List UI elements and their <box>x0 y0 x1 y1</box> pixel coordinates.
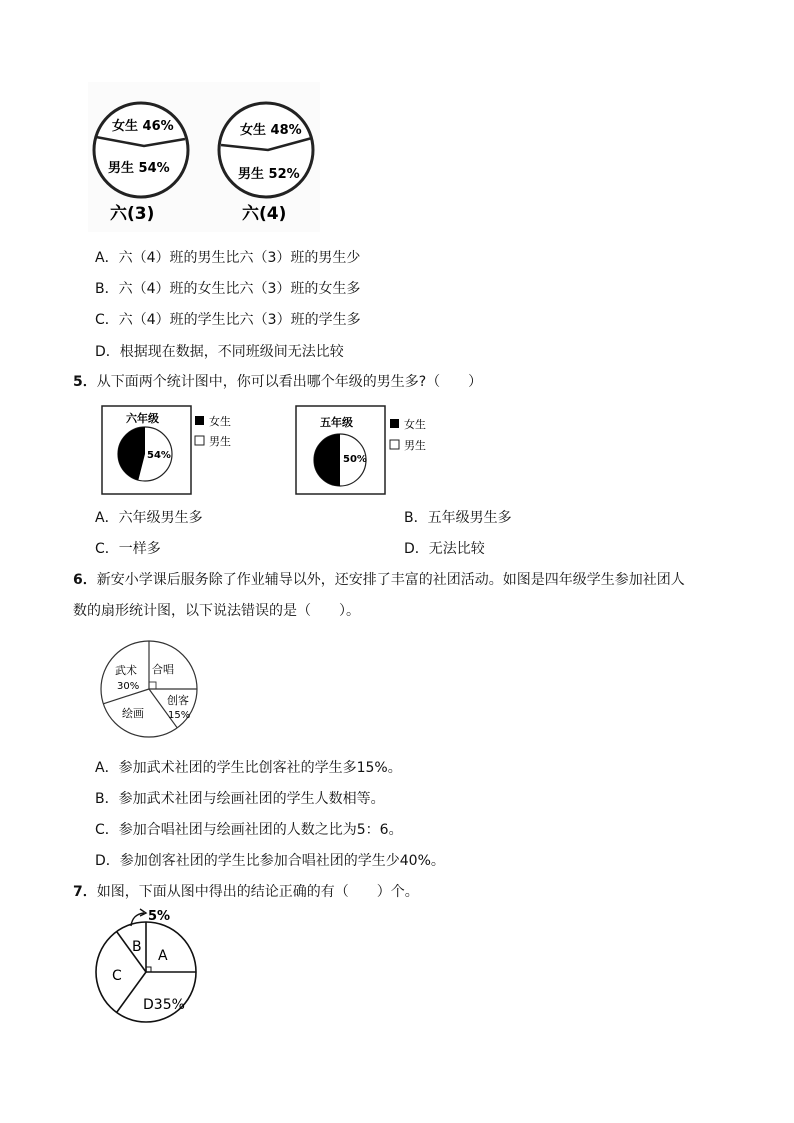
q5-figure <box>100 404 450 496</box>
q4-option-d[interactable]: D．根据现在数据，不同班级间无法比较 <box>95 344 344 360</box>
q4-option-a[interactable]: A．六（4）班的男生比六（3）班的男生少 <box>95 250 361 266</box>
q5-legend5-boys-swatch <box>390 440 399 449</box>
q6-option-c[interactable]: C．参加合唱社团与绘画社团的人数之比为5：6。 <box>95 822 403 838</box>
q6-pie-chart <box>98 638 200 740</box>
q5-chart-grade5 <box>296 406 385 494</box>
q4-pie2-girls-label: 女生 48% <box>240 123 302 138</box>
q5-legend5-girls-swatch <box>390 419 399 428</box>
q5-number: 5． <box>73 374 97 390</box>
q7-callout: 5% <box>148 909 171 924</box>
q5-option-c[interactable]: C．一样多 <box>95 541 161 557</box>
q7-number: 7． <box>73 884 97 900</box>
q5-legend6-girls: 女生 <box>209 415 231 428</box>
q5-text: 从下面两个统计图中，你可以看出哪个年级的男生多?（ ） <box>96 374 483 390</box>
q4-pie-six-3 <box>94 103 188 224</box>
q7-label-c: C <box>112 968 122 984</box>
q7-label-b: B <box>132 939 142 955</box>
q6-option-a[interactable]: A．参加武术社团的学生比创客社的学生多15%。 <box>95 760 402 776</box>
q5-legend5-boys: 男生 <box>404 439 426 452</box>
q7-text: 如图，下面从图中得出的结论正确的有（ ）个。 <box>96 884 419 900</box>
q6-option-b[interactable]: B．参加武术社团与绘画社团的学生人数相等。 <box>95 791 385 807</box>
q5-pie-charts <box>100 404 450 496</box>
q4-pie1-boys-label: 男生 54% <box>108 161 170 176</box>
q7-label-a: A <box>158 948 168 964</box>
q5-legend-grade5 <box>390 417 426 452</box>
q5-legend-grade6 <box>195 414 231 448</box>
q7-figure <box>90 906 202 1028</box>
q6-label-hechang: 合唱 <box>152 663 174 676</box>
q6-option-d[interactable]: D．参加创客社团的学生比参加合唱社团的学生少40%。 <box>95 853 445 869</box>
q4-option-b[interactable]: B．六（4）班的女生比六（3）班的女生多 <box>95 281 361 297</box>
q7-pie-chart <box>90 906 202 1028</box>
q5-grade6-pct: 54% <box>147 450 171 461</box>
q5-legend6-boys: 男生 <box>209 435 231 448</box>
q4-pie2-title: 六(4) <box>242 204 287 224</box>
q6-text-line1: 新安小学课后服务除了作业辅导以外，还安排了丰富的社团活动。如图是四年级学生参加社团人 <box>96 572 685 588</box>
q5-legend5-girls: 女生 <box>404 418 426 431</box>
q5-grade6-title: 六年级 <box>126 412 159 425</box>
q5-option-a[interactable]: A．六年级男生多 <box>95 510 203 526</box>
q5-option-b[interactable]: B．五年级男生多 <box>404 510 512 526</box>
q7-stem <box>73 882 419 902</box>
q5-grade5-pct: 50% <box>343 454 367 465</box>
q5-option-d[interactable]: D．无法比较 <box>404 541 485 557</box>
q6-figure <box>98 638 200 740</box>
q5-chart-grade6 <box>102 406 191 494</box>
q4-option-c[interactable]: C．六（4）班的学生比六（3）班的学生多 <box>95 312 361 328</box>
q6-label-chuangke: 创客 <box>167 694 189 707</box>
q4-pie1-title: 六(3) <box>110 204 155 224</box>
q6-pct-chuangke: 15% <box>168 710 191 721</box>
q5-stem <box>73 372 482 392</box>
q6-stem-line2: 数的扇形统计图，以下说法错误的是（ ）。 <box>73 603 360 619</box>
q4-pie-six-4 <box>219 103 313 224</box>
q5-legend6-boys-swatch <box>195 436 204 445</box>
q5-legend6-girls-swatch <box>195 416 204 425</box>
q6-label-huihua: 绘画 <box>122 707 144 720</box>
q4-pie2-boys-label: 男生 52% <box>238 167 300 182</box>
q6-number: 6． <box>73 572 97 588</box>
q4-pie1-girls-label: 女生 46% <box>112 119 174 134</box>
q6-stem-line1 <box>73 570 685 590</box>
q7-label-d: D35% <box>143 997 185 1013</box>
q6-label-wushu: 武术 <box>115 664 137 677</box>
q4-figure <box>88 82 320 232</box>
q5-grade5-title: 五年级 <box>320 416 353 429</box>
q4-pie-charts <box>88 82 320 232</box>
q6-pct-wushu: 30% <box>117 681 140 692</box>
